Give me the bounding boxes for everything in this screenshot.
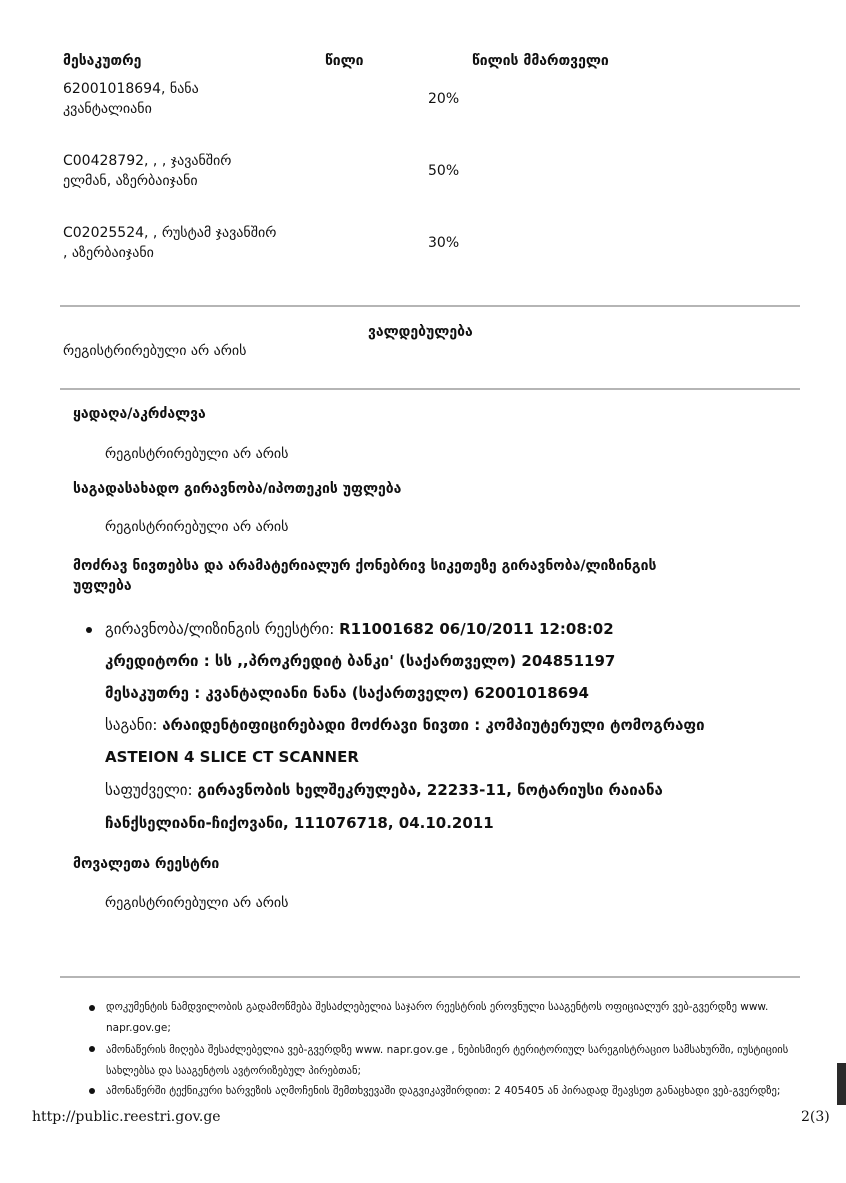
owner-cell-line2: ელმან, აზერბაიჯანი [63,173,198,189]
bullet [89,1005,95,1011]
pledge-registry-line: გირავნობა/ლიზინგის რეესტრი: R11001682 06/10/2011 12:08:02 [105,620,614,638]
owner-cell-line1: 62001018694, ნანა [63,81,199,97]
footnote-item: ამონაწერში ტექნიკური ხარვეზის აღმოჩენის შემთხვევაში დაგვიკავშირდით: 2 405405 ან პირადად შეავსეთ განაცხადი ვებ-გვერდზე; [106,1085,781,1097]
section-title-debtors-registry: მოვალეთა რეესტრი [73,856,220,872]
share-cell: 30% [428,235,460,251]
owner-cell-line1: C02025524, , რუსტამ ჯავანშირ [63,225,277,241]
table-row [63,151,231,191]
section-title-movable-pledge: მოძრავ ნივთებსა და არამატერიალურ ქონებრივ სიკეთეზე გირავნობა/ლიზინგის უფლება [73,558,657,594]
footnote-item: დოკუმენტის ნამდვილობის გადამოწმება შესაძლებელია საჯარო რეესტრის ეროვნული სააგენტოს ოფიციალურ ვებ-გვერდზე www. napr.gov.ge; [106,1001,769,1034]
page-number: 2(3) [801,1109,830,1125]
table-row [63,223,276,263]
owner-cell-line1: C00428792, , , ჯავანშირ [63,153,232,169]
column-header-share-manager: წილის მმართველი [472,53,609,69]
section-title-obligation: ვალდებულება [368,324,473,340]
debtors-registry-status: რეგისტრირებული არ არის [105,895,289,911]
table-row [63,79,199,119]
bullet [89,1046,95,1052]
share-cell: 50% [428,163,460,179]
footer-url[interactable]: http://public.reestri.gov.ge [32,1109,221,1125]
pledge-creditor: კრედიტორი : სს ,,პროკრედიტ ბანკი' (საქართველო) 204851197 [105,652,616,670]
column-header-owner: მესაკუთრე [63,53,142,69]
pledge-basis: საფუძველი: გირავნობის ხელშეკრულება, 22233-11, ნოტარიუსი რაიანა [105,781,663,799]
column-header-share: წილი [325,53,364,69]
owner-cell-line2: , აზერბაიჯანი [63,245,154,261]
seizure-status: რეგისტრირებული არ არის [105,446,289,462]
section-divider [60,388,800,390]
owner-cell-line2: კვანტალიანი [63,101,152,117]
bullet [89,1088,95,1094]
section-divider [60,976,800,978]
pledge-owner: მესაკუთრე : კვანტალიანი ნანა (საქართველო) 62001018694 [105,684,589,702]
page-edge-marker [837,1063,846,1105]
footnote-item: ამონაწერის მიღება შესაძლებელია ვებ-გვერდზე www. napr.gov.ge , ნებისმიერ ტერიტორიულ სარეგისტრაციო სამსახურში, იუსტიციის სახლებსა და სააგენტოს ავტორიზებულ პირებთან; [106,1044,789,1077]
obligation-status: რეგისტრირებული არ არის [63,343,247,359]
share-cell: 20% [428,91,460,107]
tax-lien-status: რეგისტრირებული არ არის [105,519,289,535]
bullet [86,627,92,633]
section-title-seizure: ყადაღა/აკრძალვა [73,406,206,422]
section-divider [60,305,800,307]
pledge-subject-continued: ASTEION 4 SLICE CT SCANNER [105,748,359,766]
section-title-tax-lien: საგადასახადო გირავნობა/იპოთეკის უფლება [73,481,402,497]
pledge-basis-continued: ჩანქსელიანი-ჩიქოვანი, 111076718, 04.10.2011 [105,814,494,832]
pledge-subject: საგანი: არაიდენტიფიცირებადი მოძრავი ნივთი : კომპიუტერული ტომოგრაფი [105,716,705,734]
